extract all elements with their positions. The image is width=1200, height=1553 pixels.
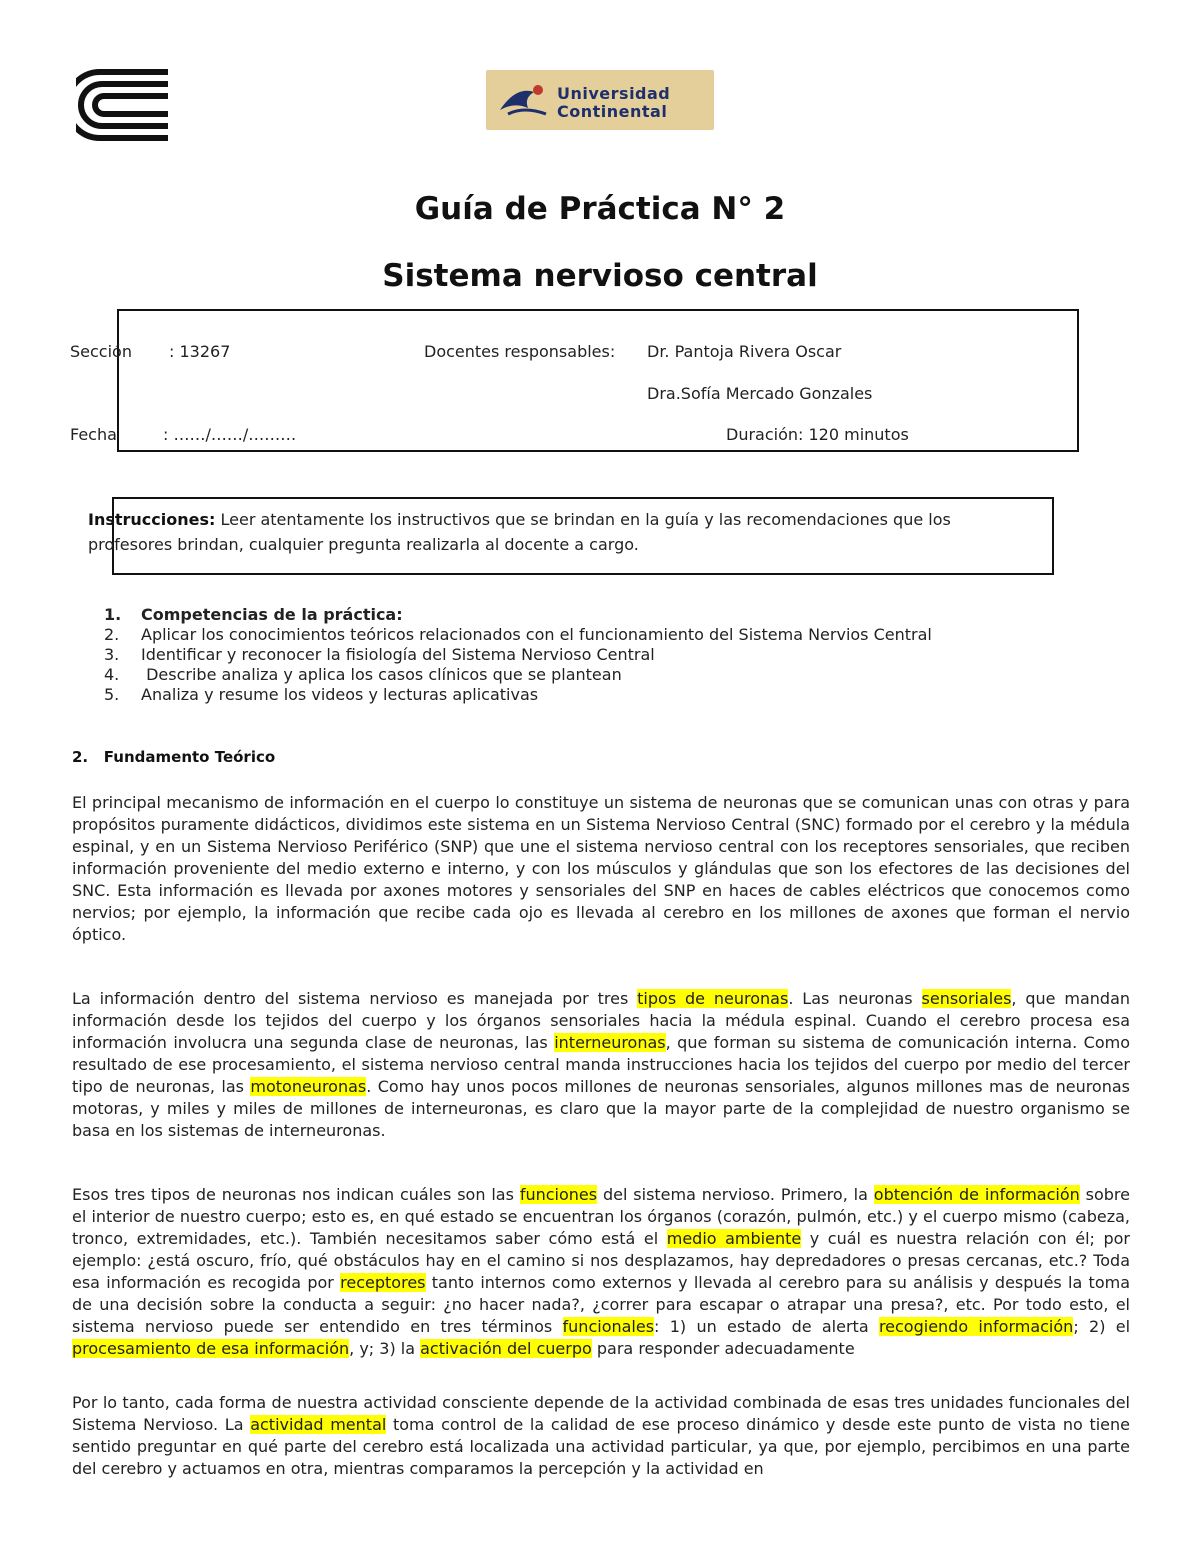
emblem-icon: [494, 76, 554, 124]
text-run: para responder adecuadamente: [591, 1339, 855, 1358]
highlight: sensoriales: [921, 989, 1012, 1008]
paragraph-2: [72, 988, 1130, 1142]
list-item: [104, 685, 932, 705]
list-text: Describe analiza y aplica los casos clínicos que se plantean: [141, 665, 622, 684]
highlight: activación del cuerpo: [420, 1339, 592, 1358]
text-run: del sistema nervioso. Primero, la: [597, 1185, 874, 1204]
text-run: . Las neuronas: [788, 989, 922, 1008]
highlight: medio ambiente: [666, 1229, 802, 1248]
list-item: [104, 665, 932, 685]
highlight: obtención de información: [873, 1185, 1080, 1204]
paragraph-1: El principal mecanismo de información en el cuerpo lo constituye un sistema de neuronas que se comunican unas con otras y para propósitos puramente didácticos, dividimos este sistema en un Sistema Nervioso Central (SNC) formado por el cerebro y la médula espinal, y en un Sistema Nervioso Periférico (SNP) que une el sistema nervioso central con los receptores sensoriales, que reciben información proveniente del medio externo e interno, y con los músculos y glándulas que son los efectores de las decisiones del SNC. Esta información es llevada por axones motores y sensoriales del SNP en haces de cables eléctricos que conocemos como nervios; por ejemplo, la información que recibe cada ojo es llevada al cerebro en los millones de axones que forman el nervio óptico.: [72, 793, 1130, 944]
list-item: [104, 625, 932, 645]
page-subtitle: Sistema nervioso central: [382, 258, 818, 294]
list-number: 2.: [104, 625, 120, 644]
instructions-text: Leer atentamente los instructivos que se brindan en la guía y las recomendaciones que los profesores brindan, cualquier pregunta realizarla al docente a cargo.: [88, 510, 951, 554]
text-run: : 1) un estado de alerta: [654, 1317, 879, 1336]
text-run: . Como hay unos pocos millones de neuronas sensoriales, algunos millones mas de neuronas motoras, y miles y miles de millones de interneuronas, es claro que la mayor parte de la complejidad de nuestro organismo se basa en los sistemas de interneuronas.: [72, 1077, 1131, 1140]
seccion-label: Sección: [70, 342, 132, 361]
highlight: tipos de neuronas: [637, 989, 789, 1008]
paragraph-4: [72, 1392, 1130, 1480]
list-number: 1.: [104, 605, 122, 624]
text-run: Esos tres tipos de neuronas nos indican cuáles son las: [72, 1185, 520, 1204]
text-run: sobre el interior de nuestro cuerpo; esto es, en qué estado se encuentran los órganos (corazón, pulmón, etc.) y el cuerpo mismo (cabeza, tronco, extremidades, etc.). También necesitamos saber cómo está el: [72, 1185, 1131, 1248]
list-text: Aplicar los conocimientos teóricos relacionados con el funcionamiento del Sistema Nervios Central: [141, 625, 932, 644]
list-text: Identificar y reconocer la fisiología del Sistema Nervioso Central: [141, 645, 655, 664]
logo-line1: Universidad: [557, 84, 671, 103]
text-run: , que mandan información desde los tejidos del cuerpo y los órganos sensoriales hacia la médula espinal. Cuando el cerebro procesa esa información involucra una segunda clase de neuronas, las: [72, 989, 1131, 1052]
list-number: 4.: [104, 665, 120, 684]
docente-2: Dra.Sofía Mercado Gonzales: [647, 384, 873, 403]
list-item: [104, 605, 932, 625]
list-item: [104, 645, 932, 665]
text-run: La información dentro del sistema nervioso es manejada por tres: [72, 989, 638, 1008]
cc-stripes-logo-icon: [68, 68, 172, 142]
highlight: recogiendo información: [878, 1317, 1074, 1336]
page-title: Guía de Práctica N° 2: [414, 191, 786, 227]
highlight: funciones: [519, 1185, 598, 1204]
instructions-label: Instrucciones:: [88, 510, 216, 529]
highlight: funcionales: [562, 1317, 655, 1336]
docente-1: Dr. Pantoja Rivera Oscar: [647, 342, 842, 361]
text-run: toma control de la calidad de ese proceso dinámico y desde este punto de vista no tiene sentido preguntar en qué parte del cerebro está localizada una actividad particular, ya que, por ejemplo, percibimos en una parte del cerebro y actuamos en otra, mientras comparamos la percepción y la actividad en: [72, 1415, 1131, 1478]
universidad-continental-logo: [486, 70, 714, 130]
instructions: [88, 507, 1038, 557]
text-run: , que forman su sistema de comunicación interna. Como resultado de ese procesamiento, el sistema nervioso central manda instrucciones hacia los tejidos del cuerpo por medio del tercer tipo de neuronas, las: [72, 1033, 1130, 1096]
paragraph-3: [72, 1184, 1130, 1360]
text-run: Por lo tanto, cada forma de nuestra actividad consciente depende de la actividad combinada de esas tres unidades funcionales del Sistema Nervioso. La: [72, 1393, 1130, 1434]
text-run: tanto internos como externos y llevada al cerebro para su análisis y después la toma de una decisión sobre la conducta a seguir: ¿no hacer nada?, ¿correr para escapar o atrapar una presa?, etc. Por todo esto, el sistema nervioso puede ser entendido en tres términos: [72, 1273, 1131, 1336]
highlight: procesamiento de esa información: [72, 1339, 350, 1358]
duracion: Duración: 120 minutos: [726, 425, 909, 444]
text-run: y cuál es nuestra relación con él; por ejemplo: ¿está oscuro, frío, qué obstáculos hay en el camino si nos desplazamos, hay depredadores o presas cercanas, etc.? Toda esa información es recogida por: [72, 1229, 1131, 1292]
text-run: , y; 3) la: [349, 1339, 421, 1358]
competencias-list: [104, 605, 932, 705]
highlight: motoneuronas: [250, 1077, 367, 1096]
text-run: ; 2) el: [1073, 1317, 1131, 1336]
list-number: 5.: [104, 685, 120, 704]
list-text: Analiza y resume los videos y lecturas aplicativas: [141, 685, 539, 704]
section-heading: 2. Fundamento Teórico: [72, 748, 276, 766]
logo-line2: Continental: [557, 102, 668, 121]
fecha-value: : ……/……/………: [163, 425, 297, 444]
highlight: interneuronas: [554, 1033, 666, 1052]
list-text: Competencias de la práctica:: [141, 605, 403, 624]
highlight: actividad mental: [250, 1415, 387, 1434]
list-number: 3.: [104, 645, 120, 664]
seccion-value: : 13267: [169, 342, 231, 361]
fecha-label: Fecha: [70, 425, 117, 444]
highlight: receptores: [340, 1273, 426, 1292]
docentes-label: Docentes responsables:: [424, 342, 616, 361]
